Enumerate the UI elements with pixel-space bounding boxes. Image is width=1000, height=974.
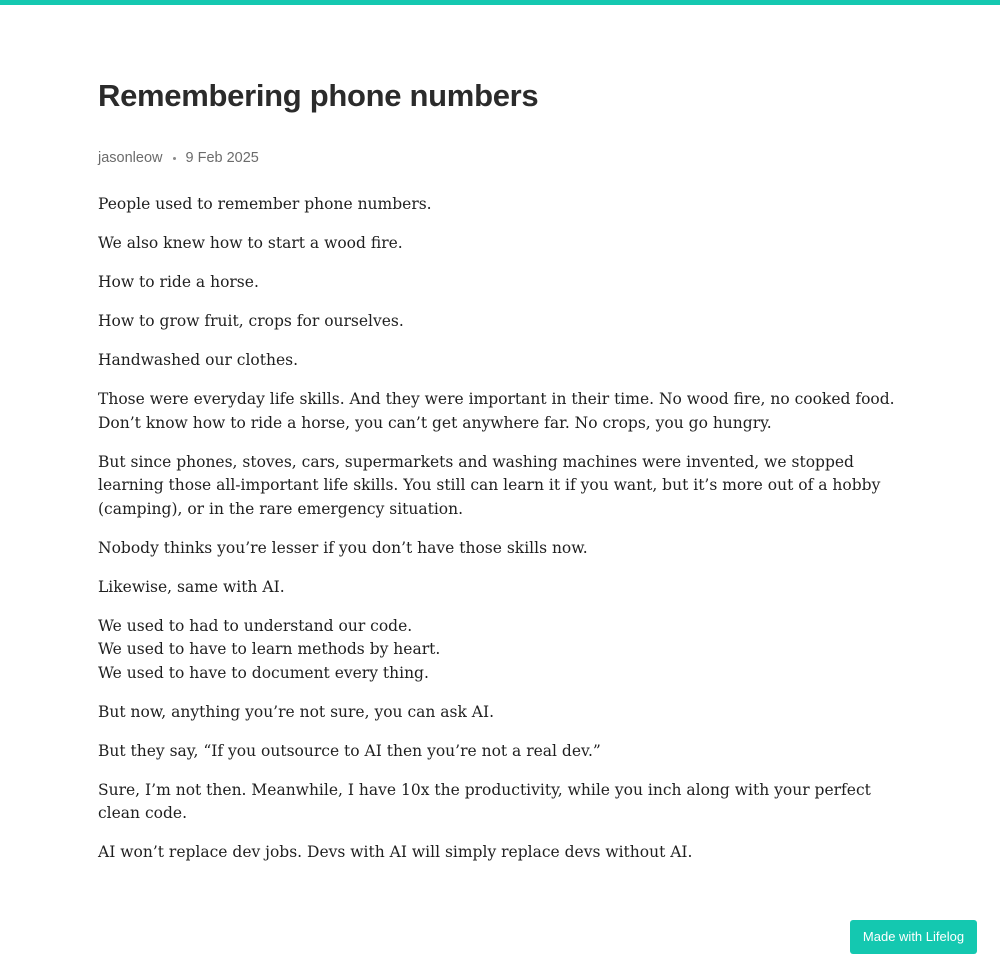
post-paragraph (98, 232, 898, 256)
post-paragraph (98, 349, 898, 373)
paragraph-line: People used to remember phone numbers. (98, 195, 432, 213)
made-with-lifelog-button[interactable]: Made with Lifelog (850, 920, 977, 954)
paragraph-line: Handwashed our clothes. (98, 351, 299, 369)
paragraph-line: We used to had to understand our code. (98, 616, 413, 635)
post-paragraph (98, 271, 898, 295)
paragraph-line: Likewise, same with AI. (98, 577, 285, 596)
paragraph-line: We used to have to document every thing. (98, 663, 429, 682)
paragraph-line: Sure, I’m not then. Meanwhile, I have 10x the productivity, while you inch along with your perfect clean code. (98, 780, 871, 822)
paragraph-line: Those were everyday life skills. And they were important in their time. No wood fire, no cooked food. Don’t know how to ride a horse, you can’t get anywhere far. No crops, you go hungry. (98, 390, 895, 432)
post-title: Remembering phone numbers (98, 78, 539, 113)
meta-separator-dot (173, 157, 176, 160)
post-paragraph (98, 615, 898, 686)
post-body (98, 193, 898, 865)
post-paragraph (98, 310, 898, 334)
paragraph-line: But since phones, stoves, cars, supermarkets and washing machines were invented, we stopped learning those all-important life skills. You still can learn it if you want, but it’s more out of a hobby (camping), or in the rare emergency situation. (98, 452, 881, 518)
post-paragraph (98, 779, 898, 826)
post-paragraph (98, 193, 898, 217)
paragraph-line: But now, anything you’re not sure, you can ask AI. (98, 702, 495, 721)
post-article (98, 74, 898, 880)
post-date: 9 Feb 2025 (185, 150, 259, 166)
paragraph-line: We also knew how to start a wood fire. (98, 234, 403, 252)
paragraph-line: How to ride a horse. (98, 273, 259, 291)
paragraph-line: But they say, “If you outsource to AI then you’re not a real dev.” (98, 741, 601, 760)
post-paragraph (98, 451, 898, 522)
accent-top-bar (0, 0, 1000, 5)
paragraph-line: We used to have to learn methods by heart. (98, 640, 441, 658)
post-paragraph (98, 701, 898, 725)
post-paragraph (98, 740, 898, 764)
paragraph-line: How to grow fruit, crops for ourselves. (98, 312, 404, 330)
post-paragraph (98, 841, 898, 865)
post-meta (98, 147, 898, 169)
post-paragraph (98, 576, 898, 600)
paragraph-line: Nobody thinks you’re lesser if you don’t have those skills now. (98, 538, 588, 557)
post-author[interactable]: jasonleow (98, 150, 163, 166)
paragraph-line: AI won’t replace dev jobs. Devs with AI will simply replace devs without AI. (98, 843, 693, 861)
post-paragraph (98, 388, 898, 435)
post-paragraph (98, 537, 898, 561)
